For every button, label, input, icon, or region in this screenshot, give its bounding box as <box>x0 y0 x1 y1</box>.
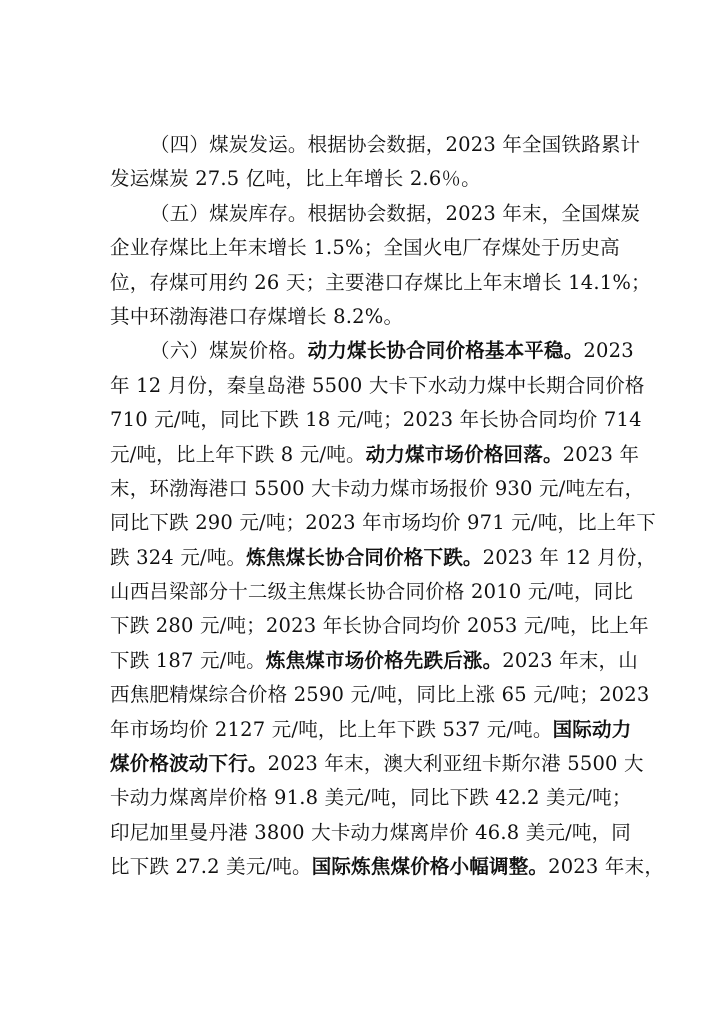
text-segment: 2023 年 <box>562 442 640 466</box>
text-line <box>110 438 640 472</box>
body-text <box>110 128 665 885</box>
text-line <box>110 162 617 196</box>
text-segment: 末，环渤海港口 5500 大卡动力煤市场报价 930 元/吨左右， <box>110 476 645 500</box>
bold-heading-phrase: 动力煤长协合同价格基本平稳。 <box>307 339 584 363</box>
text-segment: 710 元/吨，同比下跌 18 元/吨；2023 年长协合同均价 714 <box>110 408 642 432</box>
text-segment: 2023 年末，山 <box>502 648 638 672</box>
text-segment: 2023 年末， <box>548 855 665 879</box>
text-segment: 同比下跌 290 元/吨；2023 年市场均价 971 元/吨，比上年下 <box>110 511 656 535</box>
text-segment: 年市场均价 2127 元/吨，比上年下跌 537 元/吨。 <box>110 717 553 741</box>
text-segment: 元/吨，比上年下跌 8 元/吨。 <box>110 442 366 466</box>
text-segment: 印尼加里曼丹港 3800 大卡动力煤离岸价 46.8 美元/吨，同 <box>110 820 632 844</box>
text-segment: 位，存煤可用约 26 天；主要港口存煤比上年末增长 14.1%； <box>110 270 651 294</box>
bold-heading-phrase: 国际炼焦煤价格小幅调整。 <box>311 855 549 879</box>
text-segment: 2023 年 12 月份， <box>482 545 657 569</box>
text-line <box>110 575 634 609</box>
text-segment: 比下跌 27.2 美元/吨。 <box>110 855 312 879</box>
text-segment: 其中环渤海港口存煤增长 8.2%。 <box>110 304 404 328</box>
bold-heading-phrase: 国际动力 <box>552 717 632 741</box>
text-line <box>110 266 651 300</box>
text-line <box>110 197 641 231</box>
text-segment: 西焦肥精煤综合价格 2590 元/吨，同比上涨 65 元/吨；2023 <box>110 683 650 707</box>
text-line <box>110 334 634 368</box>
text-line <box>110 128 641 162</box>
text-segment: 2023 <box>583 339 634 363</box>
text-segment: 下跌 280 元/吨；2023 年长协合同均价 2053 元/吨，比上年 <box>110 614 649 638</box>
text-line <box>110 609 649 643</box>
text-line <box>110 713 632 747</box>
text-line <box>110 850 665 884</box>
text-line <box>110 541 657 575</box>
text-line <box>110 506 656 540</box>
text-line <box>110 300 617 334</box>
text-segment: 企业存煤比上年末增长 1.5%；全国火电厂存煤处于历史高 <box>110 236 620 260</box>
text-segment: （四）煤炭发运。根据协会数据，2023 年全国铁路累计 <box>150 133 641 156</box>
text-line <box>110 781 632 815</box>
text-segment: 年 12 月份，秦皇岛港 5500 大卡下水动力煤中长期合同价格 <box>110 373 645 397</box>
bold-heading-phrase: 炼焦煤长协合同价格下跌。 <box>246 545 483 569</box>
bold-heading-phrase: 煤价格波动下行。 <box>110 752 268 776</box>
text-line <box>110 472 645 506</box>
text-segment: 跌 324 元/吨。 <box>110 545 247 569</box>
text-segment: 山西吕梁部分十二级主焦煤长协合同价格 2010 元/吨，同比 <box>110 580 634 604</box>
text-line <box>110 231 620 265</box>
text-segment: （六）煤炭价格。 <box>150 339 308 363</box>
text-line <box>110 403 642 437</box>
text-line <box>110 678 650 712</box>
text-segment: 发运煤炭 27.5 亿吨，比上年增长 2.6％。 <box>110 167 481 191</box>
text-line <box>110 816 632 850</box>
text-line <box>110 747 644 781</box>
text-segment: 卡动力煤离岸价格 91.8 美元/吨，同比下跌 42.2 美元/吨； <box>110 786 632 810</box>
text-segment: 下跌 187 元/吨。 <box>110 648 266 672</box>
text-line <box>110 644 638 678</box>
text-line <box>110 369 645 403</box>
text-segment: （五）煤炭库存。根据协会数据，2023 年末，全国煤炭 <box>150 201 641 225</box>
bold-heading-phrase: 炼焦煤市场价格先跌后涨。 <box>265 648 503 672</box>
text-segment: 2023 年末，澳大利亚纽卡斯尔港 5500 大 <box>267 752 644 776</box>
bold-heading-phrase: 动力煤市场价格回落。 <box>365 442 563 466</box>
